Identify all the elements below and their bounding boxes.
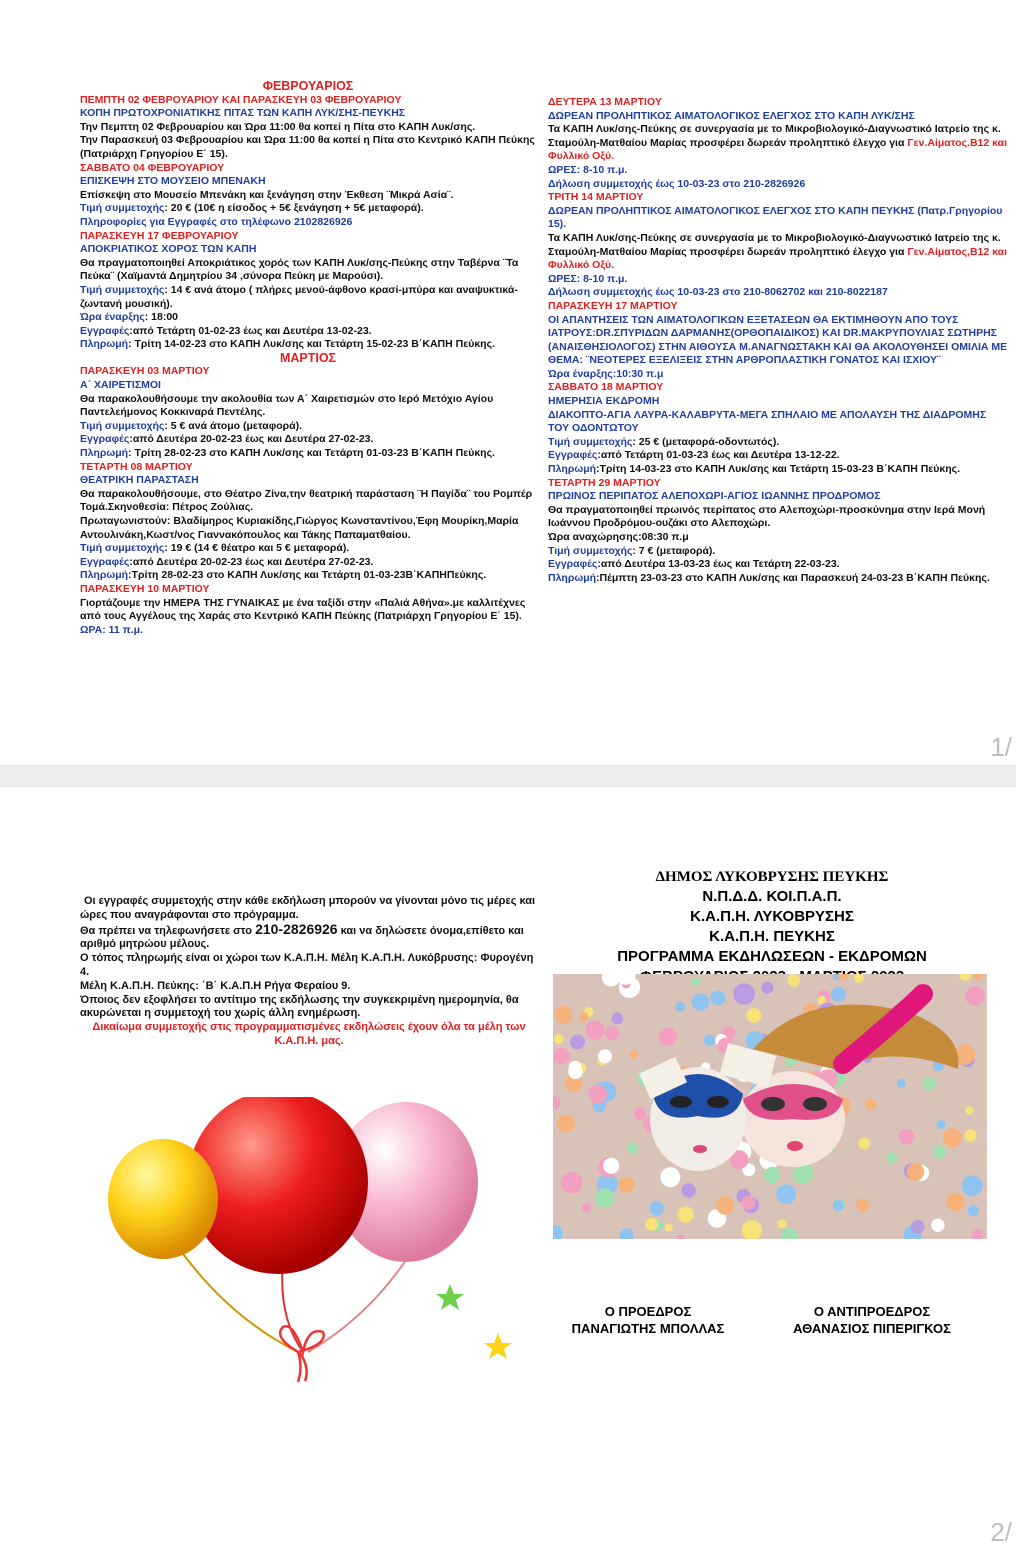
event-title: ΔΩΡΕΑΝ ΠΡΟΛΗΠΤΙΚΟΣ ΑΙΜΑΤΟΛΟΓΙΚΟΣ ΕΛΕΓΧΟΣ ΣΤΟ ΚΑΠΗ ΛΥΚ/ΣΗΣ	[548, 109, 915, 122]
event-date: ΔΕΥΤΕΡΑ 13 ΜΑΡΤΙΟΥ	[548, 96, 662, 108]
confetti-dot	[692, 993, 710, 1011]
confetti-dot	[598, 1049, 612, 1063]
confetti-dot	[858, 1138, 870, 1150]
event-cost: Τιμή συμμετοχής: 19 € (14 € θέατρο και 5 € μεταφορά).	[80, 542, 350, 555]
confetti-dot	[589, 1085, 608, 1104]
event-text: Θα πραγματοποιηθεί πρωινός περίπατος στο Αλεποχώρι-προσκύνημα στην Ιερά Μονή Ιωάννου Προδρόμου-ουζάκι στο Αλεποχώρι.	[548, 503, 986, 530]
event-start: Ώρα έναρξης: 18:00	[80, 311, 179, 324]
event-date: ΤΕΤΑΡΤΗ 29 ΜΑΡΤΙΟΥ	[548, 476, 661, 489]
confetti-dot	[933, 1146, 946, 1159]
signature-name: ΑΘΑΝΑΣΙΟΣ ΠΙΠΕΡΙΓΚΟΣ	[793, 1321, 951, 1336]
event-title: ΑΠΟΚΡΙΑΤΙΚΟΣ ΧΟΡΟΣ ΤΩΝ ΚΑΠΗ	[80, 243, 257, 256]
header-line: Ν.Π.Δ.Δ. ΚΟΙ.Π.Α.Π.	[702, 888, 842, 905]
confetti-dot	[692, 977, 701, 986]
header-line: ΠΡΟΓΡΑΜΜΑ ΕΚΔΗΛΩΣΕΩΝ - ΕΚΔΡΟΜΩΝ	[617, 948, 927, 965]
confetti-dot	[943, 1129, 962, 1148]
event-text: Γιορτάζουμε την ΗΜΕΡΑ ΤΗΣ ΓΥΝΑΙΚΑΣ με ένα ταξίδι στην «Παλιά Αθήνα».με καλλιτέχνες από τους Αγγέλους της Χαράς στο Κεντρικό ΚΑΠΗ Πεύκης (Πατριάρχη Γρηγορίου Ε΄ 15).	[80, 596, 526, 623]
info-note: Δικαίωμα συμμετοχής στις προγραμματισμένες εκδηλώσεις έχουν όλα τα μέλη των Κ.Α.Π.Η. μας.	[92, 1021, 526, 1047]
event-title: Α΄ ΧΑΙΡΕΤΙΣΜΟΙ	[80, 379, 161, 392]
confetti-dot	[764, 1167, 780, 1183]
confetti-dot	[665, 1224, 673, 1232]
balloons-image	[78, 1097, 542, 1405]
left-column	[80, 80, 536, 637]
signature-title: Ο ΑΝΤΙΠΡΟΕΔΡΟΣ	[813, 1304, 931, 1319]
confetti-dot	[645, 1218, 658, 1231]
confetti-dot	[553, 1048, 570, 1065]
info-text: Ο τόπος πληρωμής είναι οι χώροι των Κ.Α.Π.Η. Μέλη Κ.Α.Π.Η. Λυκόβρυσης: Φυρογένη 4.	[80, 952, 534, 978]
confetti-dot	[741, 1196, 755, 1210]
event-payment: Πληρωμή:Πέμπτη 23-03-23 στο ΚΑΠΗ Λυκ/σης και Παρασκευή 24-03-23 Β΄ΚΑΠΗ Πεύκης.	[548, 571, 990, 584]
event-hours: ΩΡΕΣ: 8-10 π.μ.	[548, 163, 628, 176]
confetti-dot	[561, 1172, 583, 1194]
event-date: ΤΡΙΤΗ 14 ΜΑΡΤΙΟΥ	[548, 191, 644, 204]
event-title: ΕΠΙΣΚΕΨΗ ΣΤΟ ΜΟΥΣΕΙΟ ΜΠΕΝΑΚΗ	[80, 175, 266, 188]
event-cost: Τιμή συμμετοχής: 5 € ανά άτομο (μεταφορά).	[80, 419, 303, 432]
confetti-dot	[612, 1013, 624, 1025]
event-registration: Εγγραφές:από Δευτέρα 20-02-23 έως και Δευτέρα 27-02-23.	[80, 555, 374, 568]
info-text: Όποιος δεν εξοφλήσει το αντίτιμο της εκδήλωσης την συγκεκριμένη ημερομηνία, θα ακυρώνεται η συμμετοχή του χωρίς άλλη ενημέρωση.	[80, 993, 519, 1020]
confetti-dot	[899, 1129, 915, 1145]
event-title: ΗΜΕΡΗΣΙΑ ΕΚΔΡΟΜΗ	[548, 395, 660, 408]
event-payment: Πληρωμή: Τρίτη 14-02-23 στο ΚΑΠΗ Λυκ/σης και Τετάρτη 15-02-23 Β΄ΚΑΠΗ Πεύκης.	[80, 338, 495, 351]
document-page-1	[0, 0, 1016, 765]
right-column	[548, 96, 1010, 585]
confetti-dot	[555, 1006, 573, 1024]
event-date: ΤΕΤΑΡΤΗ 08 ΜΑΡΤΙΟΥ	[80, 460, 193, 473]
confetti-dot	[675, 1002, 685, 1012]
confetti-dot	[619, 1177, 635, 1193]
event-text: Την Πεμπτη 02 Φεβρουαρίου και Ώρα 11:00 θα κοπεί η Πίτα στο ΚΑΠΗ Λυκ/σης.	[80, 120, 476, 133]
confetti-dot	[710, 990, 725, 1005]
confetti-dot	[605, 1026, 619, 1040]
confetti-dot	[897, 1079, 906, 1088]
confetti-dot	[856, 1199, 869, 1212]
event-text: Θα παρακολουθήσουμε την ακολουθία των Α΄ Χαιρετισμών στο Ιερό Μετόχιο Αγίου Παντελεήμονος Κοκκιναρά Πεντέλης.	[80, 392, 494, 419]
event-start: Ώρα έναρξης:10:30 π.μ	[548, 367, 664, 380]
event-title: ΟΙ ΑΠΑΝΤΗΣΕΙΣ ΤΩΝ ΑΙΜΑΤΟΛΟΓΙΚΩΝ ΕΞΕΤΑΣΕΩΝ ΘΑ ΕΚΤΙΜΗΘΟΥΝ ΑΠΟ ΤΟΥΣ ΙΑΤΡΟΥΣ:DR.ΣΠΥΡΙΔΩΝ ΔΑΡΜΑΝΗΣ(ΟΡΘΟΠΑΙΔΙΚΟΣ) ΚΑΙ DR.ΜΑΚΡΥΠΟΥΛΙΑΣ ΣΩΤΗΡΗΣ (ΑΝΑΙΣΘΗΣΙΟΛΟΓΟΣ) ΣΤΗΝ ΑΙΘΟΥΣΑ Μ.ΑΝΑΓΝΩΣΤΑΚΗ ΚΑΙ ΘΑ ΑΚΟΛΟΥΘΗΣΕΙ ΟΜΙΛΙΑ ΜΕ ΘΕΜΑ: ¨ΝΕΟΤΕΡΕΣ ΕΞΕΛΙΞΕΙΣ ΣΤΗΝ ΑΡΘΡΟΠΛΑΣΤΙΚΗ ΓΟΝΑΤΟΣ ΚΑΙ ΙΣΧΙΟΥ¨	[548, 313, 1008, 367]
event-departure: Ώρα αναχώρησης:08:30 π.μ	[548, 531, 689, 543]
registration-info	[80, 895, 538, 1049]
confetti-dot	[911, 1220, 925, 1234]
event-date: ΣΑΒΒΑΤΟ 18 ΜΑΡΤΙΟΥ	[548, 381, 664, 394]
document-page-2	[0, 787, 1016, 1551]
event-title: ΠΡΩΙΝΟΣ ΠΕΡΙΠΑΤΟΣ ΑΛΕΠΟΧΩΡΙ-ΑΓΙΟΣ ΙΩΑΝΝΗΣ ΠΡΟΔΡΟΜΟΣ	[548, 490, 881, 503]
confetti-dot	[776, 1184, 796, 1204]
confetti-dot	[595, 1188, 614, 1207]
event-title: ΚΟΠΗ ΠΡΩΤΟΧΡΟΝΙΑΤΙΚΗΣ ΠΙΤΑΣ ΤΩΝ ΚΑΠΗ ΛΥΚ/ΣΗΣ-ΠΕΥΚΗΣ	[80, 107, 406, 120]
event-cost: Τιμή συμμετοχής: 25 € (μεταφορά-οδοντωτός).	[548, 435, 780, 448]
info-text: Θα πρέπει να τηλεφωνήσετε στο 210-2826926 και να δηλώσετε όνομα,επίθετο και αριθμό μητρώου μέλους.	[80, 920, 524, 951]
confetti-dot	[787, 974, 800, 987]
confetti-dot	[907, 1163, 925, 1181]
event-date: ΠΑΡΑΣΚΕΥΗ 17 ΜΑΡΤΙΟΥ	[548, 299, 678, 312]
event-text: Επίσκεψη στο Μουσείο Μπενάκη και ξενάγηση στην Έκθεση ¨Μικρά Ασία¨.	[80, 188, 454, 201]
confetti-dot	[681, 1183, 695, 1197]
confetti-dot	[965, 986, 985, 1006]
header-line: ΔΗΜΟΣ ΛΥΚΟΒΡΥΣΗΣ ΠΕΥΚΗΣ	[655, 869, 889, 885]
confetti-dot	[627, 1143, 638, 1154]
confetti-dot	[865, 1099, 876, 1110]
confetti-dot	[965, 1106, 973, 1114]
confetti-dot	[603, 1158, 619, 1174]
confetti-dot	[660, 1167, 680, 1187]
carnival-masks-image	[553, 974, 987, 1239]
confetti-dot	[778, 1219, 787, 1228]
event-payment: Πληρωμή:Τρίτη 14-03-23 στο ΚΑΠΗ Λυκ/σης και Τετάρτη 15-03-23 Β΄ΚΑΠΗ Πεύκης.	[548, 463, 961, 476]
confetti-dot	[677, 1206, 693, 1222]
header-line: Κ.Α.Π.Η. ΛΥΚΟΒΡΥΣΗΣ	[690, 908, 854, 925]
event-declaration: Δήλωση συμμετοχής έως 10-03-23 στο 210-8062702 και 210-8022187	[548, 286, 888, 299]
header-line: Κ.Α.Π.Η. ΠΕΥΚΗΣ	[709, 928, 835, 945]
event-title: ΘΕΑΤΡΙΚΗ ΠΑΡΑΣΤΑΣΗ	[80, 474, 199, 487]
event-info: Πληροφορίες για Εγγραφές στο τηλέφωνο 2102826926	[80, 215, 353, 228]
masks-illustration	[553, 974, 987, 1239]
page-number: 1/	[990, 732, 1012, 762]
event-text: Την Παρασκευή 03 Φεβρουαρίου και Ώρα 11:00 θα κοπεί η Πίτα στο Κεντρικό ΚΑΠΗ Πεύκης (Πατριάρχη Γρηγορίου Ε΄ 15).	[80, 134, 535, 160]
event-text: Πρωταγωνιστούν: Βλαδίμηρος Κυριακίδης,Γιώργος Κωνσταντίνου,Έφη Μουρίκη,Μαρία Αντουλινάκη,Κωστ/νος Γιαννακόπουλος και Τάκης Παπαματθαίου.	[80, 515, 519, 541]
event-date: ΠΑΡΑΣΚΕΥΗ 17 ΦΕΒΡΟΥΑΡΙΟΥ	[80, 229, 239, 242]
event-payment: Πληρωμή: Τρίτη 28-02-23 στο ΚΑΠΗ Λυκ/σης και Τετάρτη 01-03-23 Β΄ΚΑΠΗ Πεύκης.	[80, 447, 495, 460]
event-text: Τα ΚΑΠΗ Λυκ/σης-Πεύκης σε συνεργασία με το Μικροβιολογικό-Διαγνωστικό Ιατρείο της κ. Σταμούλη-Ματθαίου Μαρίας προσφέρει δωρεάν προληπτικό έλεγχο για Γεν.Αίματος.Β12 και Φυλλικό Οξύ.	[548, 123, 1008, 163]
confetti-dot	[968, 1205, 979, 1216]
confetti-dot	[886, 1152, 897, 1163]
event-date: ΠΑΡΑΣΚΕΥΗ 10 ΜΑΡΤΙΟΥ	[80, 582, 210, 595]
confetti-dot	[962, 1175, 983, 1196]
event-date: ΠΑΡΑΣΚΕΥΗ 03 ΜΑΡΤΙΟΥ	[80, 365, 210, 378]
balloons-illustration	[78, 1097, 542, 1405]
confetti-dot	[634, 1108, 646, 1120]
event-registration: Εγγραφές:από Δευτέρα 13-03-23 έως και Τετάρτη 22-03-23.	[548, 558, 840, 571]
info-text: Οι εγγραφές συμμετοχής στην κάθε εκδήλωση μπορούν να γίνονται μόνο τις μέρες και ώρες που αναγράφονται στο πρόγραμμα.	[80, 895, 536, 921]
confetti-dot	[937, 1120, 946, 1129]
confetti-dot	[923, 1077, 936, 1090]
info-text: Μέλη Κ.Α.Π.Η. Πεύκης: ΄Β΄ Κ.Α.Π.Η Ρήγα Φεραίου 9.	[80, 979, 351, 992]
confetti-dot	[569, 1061, 582, 1074]
confetti-dot	[554, 1034, 564, 1044]
confetti-dot	[746, 1008, 761, 1023]
confetti-dot	[585, 1021, 604, 1040]
confetti-dot	[704, 1035, 715, 1046]
confetti-dot	[582, 1203, 591, 1212]
page-number: 2/	[990, 1517, 1012, 1547]
confetti-dot	[557, 1115, 575, 1133]
event-date: ΣΑΒΒΑΤΟ 04 ΦΕΒΡΟΥΑΡΙΟΥ	[80, 161, 225, 174]
document-header	[548, 867, 996, 987]
president-signature	[548, 1303, 748, 1337]
event-title: ΔΙΑΚΟΠΤΟ-ΑΓΙΑ ΛΑΥΡΑ-ΚΑΛΑΒΡΥΤΑ-ΜΕΓΑ ΣΠΗΛΑΙΟ ΜΕ ΑΠΟΛΑΥΣΗ ΤΗΣ ΔΙΑΔΡΟΜΗΣ ΤΟΥ ΟΔΟΝΤΩΤΟΥ	[548, 408, 987, 435]
confetti-dot	[716, 1197, 734, 1215]
confetti-dot	[964, 1129, 977, 1142]
event-payment: Πληρωμή:Τρίτη 28-02-23 στο ΚΑΠΗ Λυκ/σης και Τετάρτη 01-03-23Β΄ΚΑΠΗΠεύκης.	[80, 569, 487, 582]
event-cost: Τιμή συμμετοχής: 20 € (10€ η είσοδος + 5€ ξενάγηση + 5€ μεταφορά).	[80, 202, 424, 215]
event-registration: Εγγραφές:από Τετάρτη 01-03-23 έως και Δευτέρα 13-12-22.	[548, 449, 840, 462]
event-title: ΔΩΡΕΑΝ ΠΡΟΛΗΠΤΙΚΟΣ ΑΙΜΑΤΟΛΟΓΙΚΟΣ ΕΛΕΓΧΟΣ ΣΤΟ ΚΑΠΗ ΠΕΥΚΗΣ (Πατρ.Γρηγορίου 15).	[548, 204, 1003, 231]
event-time: ΩΡΑ: 11 π.μ.	[80, 623, 143, 636]
confetti-dot	[733, 983, 755, 1005]
vice-president-signature	[772, 1303, 972, 1337]
event-cost: Τιμή συμμετοχής: 7 € (μεταφορά).	[548, 544, 716, 557]
event-registration: Εγγραφές:από Δευτέρα 20-02-23 έως και Δευτέρα 27-02-23.	[80, 433, 374, 446]
event-text: Θα παρακολουθήσουμε, στο Θέατρο Ζίνα,την θεατρική παράσταση ¨Η Παγίδα¨ του Ρομπέρ Τομά.Σκηνοθεσία: Πέτρος Ζούλιας.	[80, 487, 533, 514]
confetti-dot	[833, 1200, 844, 1211]
event-hours: ΩΡΕΣ: 8-10 π.μ.	[548, 272, 628, 285]
event-registration: Εγγραφές:από Τετάρτη 01-02-23 έως και Δευτέρα 13-02-23.	[80, 324, 372, 337]
event-text: Τα ΚΑΠΗ Λυκ/σης-Πεύκης σε συνεργασία με το Μικροβιολογικό-Διαγνωστικό Ιατρείο της κ. Σταμούλη-Ματθαίου Μαρίας προσφέρει δωρεάν προληπτικό έλεγχο για Γεν.Αίματος,Β12 και Φυλλικό Οξύ.	[548, 231, 1008, 272]
confetti-dot	[946, 1193, 964, 1211]
confetti-dot	[658, 1028, 676, 1046]
confetti-dot	[831, 987, 846, 1002]
confetti-dot	[570, 1035, 585, 1050]
signature-title: Ο ΠΡΟΕΔΡΟΣ	[604, 1304, 692, 1319]
confetti-dot	[630, 1050, 638, 1058]
confetti-dot	[579, 1012, 588, 1021]
event-text: Θα πραγματοποιηθεί Αποκριάτικος χορός των ΚΑΠΗ Λυκ/σης-Πεύκης στην Ταβέρνα ¨Τα Πεύκα¨ (Χαϊμαντά Δημητρίου 34 ,σύνορα Πεύκη με Μαρούσι).	[80, 256, 519, 283]
signature-name: ΠΑΝΑΓΙΩΤΗΣ ΜΠΟΛΛΑΣ	[571, 1321, 725, 1336]
event-date: ΠΕΜΠΤΗ 02 ΦΕΒΡΟΥΑΡΙΟΥ ΚΑΙ ΠΑΡΑΣΚΕΥΗ 03 ΦΕΒΡΟΥΑΡΙΟΥ	[80, 93, 402, 106]
month-heading-february: ΦΕΒΡΟΥΑΡΙΟΣ	[262, 79, 354, 93]
event-declaration: Δήλωση συμμετοχής έως 10-03-23 στο 210-2826926	[548, 177, 806, 190]
confetti-dot	[761, 982, 773, 994]
event-cost: Τιμή συμμετοχής: 14 € ανά άτομο ( πλήρες μενού-άφθονο κρασί-μπύρα και αναψυκτικά-ζωντανή μουσική).	[80, 283, 518, 310]
confetti-dot	[931, 1219, 944, 1232]
confetti-dot	[649, 1201, 664, 1216]
month-heading-march: ΜΑΡΤΙΟΣ	[279, 350, 337, 365]
